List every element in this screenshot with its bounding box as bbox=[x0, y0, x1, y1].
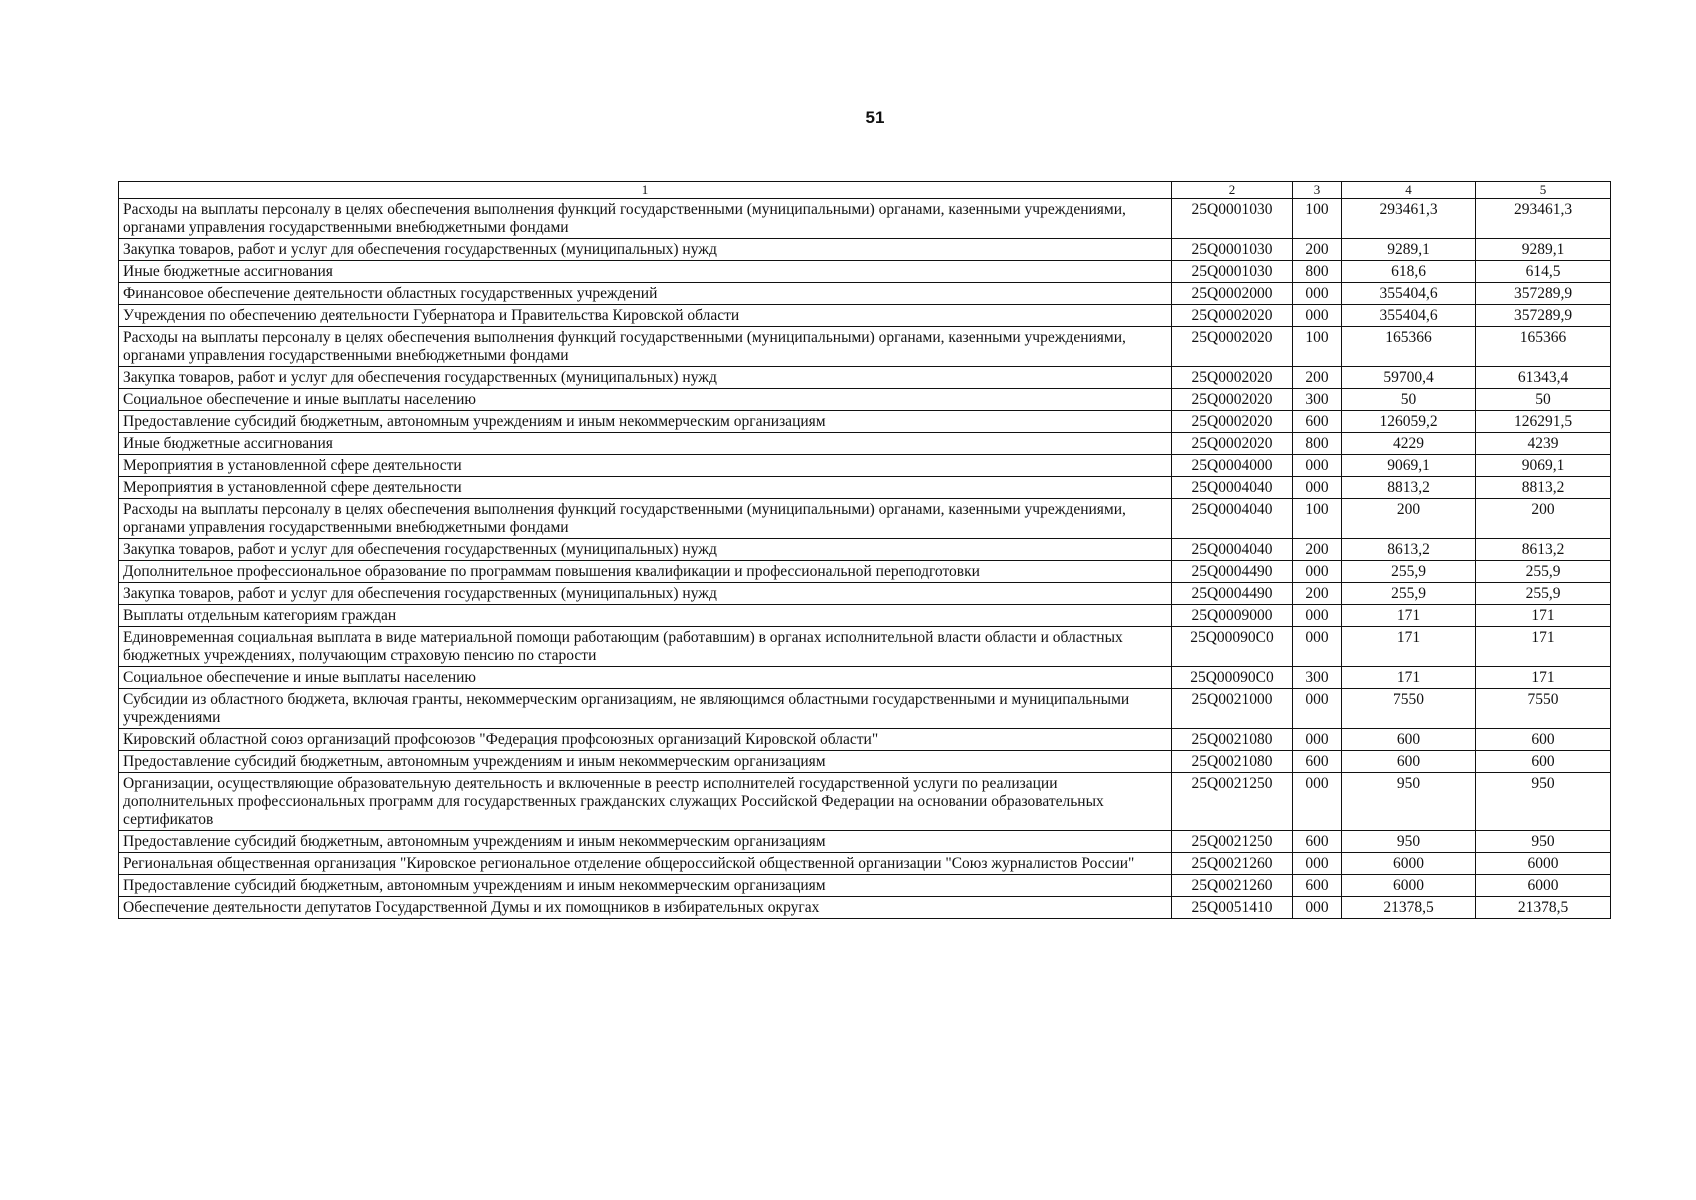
row-amount-2: 357289,9 bbox=[1476, 283, 1611, 305]
row-amount-1: 600 bbox=[1342, 751, 1476, 773]
row-code: 25Q0004490 bbox=[1172, 583, 1293, 605]
row-expense-type: 300 bbox=[1293, 389, 1342, 411]
row-expense-type: 000 bbox=[1293, 605, 1342, 627]
table-row bbox=[119, 433, 1611, 455]
table-row bbox=[119, 561, 1611, 583]
row-amount-2: 171 bbox=[1476, 667, 1611, 689]
row-code: 25Q0021260 bbox=[1172, 875, 1293, 897]
row-amount-1: 255,9 bbox=[1342, 583, 1476, 605]
row-amount-1: 6000 bbox=[1342, 875, 1476, 897]
row-amount-1: 600 bbox=[1342, 729, 1476, 751]
row-expense-type: 000 bbox=[1293, 455, 1342, 477]
row-code: 25Q0002000 bbox=[1172, 283, 1293, 305]
header-row bbox=[119, 182, 1611, 199]
table-row bbox=[119, 239, 1611, 261]
table-row bbox=[119, 305, 1611, 327]
row-code: 25Q00090C0 bbox=[1172, 627, 1293, 667]
row-amount-1: 950 bbox=[1342, 773, 1476, 831]
row-expense-type: 000 bbox=[1293, 283, 1342, 305]
row-amount-2: 50 bbox=[1476, 389, 1611, 411]
row-amount-2: 165366 bbox=[1476, 327, 1611, 367]
table-row bbox=[119, 627, 1611, 667]
row-amount-2: 8613,2 bbox=[1476, 539, 1611, 561]
row-code: 25Q0002020 bbox=[1172, 327, 1293, 367]
row-amount-1: 6000 bbox=[1342, 853, 1476, 875]
row-amount-1: 9069,1 bbox=[1342, 455, 1476, 477]
row-name: Предоставление субсидий бюджетным, автономным учреждениям и иным некоммерческим организациям bbox=[119, 831, 1172, 853]
row-amount-1: 8813,2 bbox=[1342, 477, 1476, 499]
row-expense-type: 000 bbox=[1293, 773, 1342, 831]
row-name: Социальное обеспечение и иные выплаты населению bbox=[119, 667, 1172, 689]
row-amount-1: 165366 bbox=[1342, 327, 1476, 367]
row-code: 25Q0004040 bbox=[1172, 539, 1293, 561]
row-expense-type: 000 bbox=[1293, 477, 1342, 499]
row-amount-1: 21378,5 bbox=[1342, 897, 1476, 919]
row-expense-type: 000 bbox=[1293, 561, 1342, 583]
table-row bbox=[119, 605, 1611, 627]
row-amount-1: 171 bbox=[1342, 667, 1476, 689]
table-row bbox=[119, 773, 1611, 831]
row-amount-2: 600 bbox=[1476, 751, 1611, 773]
row-amount-2: 950 bbox=[1476, 831, 1611, 853]
row-code: 25Q00090C0 bbox=[1172, 667, 1293, 689]
table-row bbox=[119, 499, 1611, 539]
table-row bbox=[119, 261, 1611, 283]
column-header-amount-2: 5 bbox=[1476, 182, 1611, 199]
column-header-expense-type: 3 bbox=[1293, 182, 1342, 199]
row-name: Выплаты отдельным категориям граждан bbox=[119, 605, 1172, 627]
row-name: Мероприятия в установленной сфере деятельности bbox=[119, 477, 1172, 499]
row-code: 25Q0004040 bbox=[1172, 477, 1293, 499]
row-code: 25Q0021080 bbox=[1172, 751, 1293, 773]
row-amount-2: 950 bbox=[1476, 773, 1611, 831]
row-name: Единовременная социальная выплата в виде материальной помощи работающим (работавшим) в органах исполнительной власти области и областных бюджетных учреждениях, получающим страховую пенсию по старости bbox=[119, 627, 1172, 667]
row-code: 25Q0002020 bbox=[1172, 389, 1293, 411]
row-name: Финансовое обеспечение деятельности областных государственных учреждений bbox=[119, 283, 1172, 305]
row-expense-type: 000 bbox=[1293, 305, 1342, 327]
row-name: Дополнительное профессиональное образование по программам повышения квалификации и профессиональной переподготовки bbox=[119, 561, 1172, 583]
row-amount-2: 6000 bbox=[1476, 853, 1611, 875]
row-code: 25Q0002020 bbox=[1172, 367, 1293, 389]
table-row bbox=[119, 689, 1611, 729]
row-expense-type: 100 bbox=[1293, 499, 1342, 539]
row-name: Предоставление субсидий бюджетным, автономным учреждениям и иным некоммерческим организациям bbox=[119, 751, 1172, 773]
table-body bbox=[119, 199, 1611, 919]
row-amount-1: 59700,4 bbox=[1342, 367, 1476, 389]
row-expense-type: 600 bbox=[1293, 751, 1342, 773]
table-row bbox=[119, 283, 1611, 305]
row-amount-2: 255,9 bbox=[1476, 583, 1611, 605]
row-name: Иные бюджетные ассигнования bbox=[119, 261, 1172, 283]
row-expense-type: 600 bbox=[1293, 831, 1342, 853]
row-code: 25Q0001030 bbox=[1172, 199, 1293, 239]
row-amount-1: 126059,2 bbox=[1342, 411, 1476, 433]
table-row bbox=[119, 831, 1611, 853]
row-expense-type: 800 bbox=[1293, 433, 1342, 455]
row-amount-2: 171 bbox=[1476, 605, 1611, 627]
page-number: 51 bbox=[865, 108, 885, 127]
table-row bbox=[119, 729, 1611, 751]
row-expense-type: 000 bbox=[1293, 897, 1342, 919]
row-code: 25Q0001030 bbox=[1172, 261, 1293, 283]
row-expense-type: 200 bbox=[1293, 239, 1342, 261]
row-expense-type: 800 bbox=[1293, 261, 1342, 283]
row-code: 25Q0021250 bbox=[1172, 773, 1293, 831]
row-amount-1: 9289,1 bbox=[1342, 239, 1476, 261]
row-amount-2: 255,9 bbox=[1476, 561, 1611, 583]
row-expense-type: 300 bbox=[1293, 667, 1342, 689]
row-code: 25Q0021000 bbox=[1172, 689, 1293, 729]
table-row bbox=[119, 667, 1611, 689]
table-row bbox=[119, 327, 1611, 367]
row-amount-1: 171 bbox=[1342, 627, 1476, 667]
table-row bbox=[119, 751, 1611, 773]
table-row bbox=[119, 875, 1611, 897]
row-code: 25Q0021250 bbox=[1172, 831, 1293, 853]
row-expense-type: 100 bbox=[1293, 199, 1342, 239]
row-name: Закупка товаров, работ и услуг для обеспечения государственных (муниципальных) нужд bbox=[119, 539, 1172, 561]
row-amount-2: 6000 bbox=[1476, 875, 1611, 897]
table-row bbox=[119, 539, 1611, 561]
row-expense-type: 200 bbox=[1293, 367, 1342, 389]
table-row bbox=[119, 367, 1611, 389]
table-row bbox=[119, 583, 1611, 605]
row-amount-2: 9289,1 bbox=[1476, 239, 1611, 261]
row-name: Субсидии из областного бюджета, включая гранты, некоммерческим организациям, не являющимся областными государственными и муниципальными учреждениями bbox=[119, 689, 1172, 729]
row-amount-1: 355404,6 bbox=[1342, 305, 1476, 327]
row-amount-1: 255,9 bbox=[1342, 561, 1476, 583]
column-header-name: 1 bbox=[119, 182, 1172, 199]
row-expense-type: 100 bbox=[1293, 327, 1342, 367]
row-code: 25Q0002020 bbox=[1172, 411, 1293, 433]
row-expense-type: 000 bbox=[1293, 729, 1342, 751]
row-code: 25Q0002020 bbox=[1172, 305, 1293, 327]
row-amount-1: 355404,6 bbox=[1342, 283, 1476, 305]
row-amount-1: 8613,2 bbox=[1342, 539, 1476, 561]
row-name: Закупка товаров, работ и услуг для обеспечения государственных (муниципальных) нужд bbox=[119, 367, 1172, 389]
row-amount-1: 7550 bbox=[1342, 689, 1476, 729]
row-name: Иные бюджетные ассигнования bbox=[119, 433, 1172, 455]
row-name: Предоставление субсидий бюджетным, автономным учреждениям и иным некоммерческим организациям bbox=[119, 411, 1172, 433]
table-row bbox=[119, 853, 1611, 875]
row-name: Социальное обеспечение и иные выплаты населению bbox=[119, 389, 1172, 411]
row-name: Мероприятия в установленной сфере деятельности bbox=[119, 455, 1172, 477]
row-amount-2: 293461,3 bbox=[1476, 199, 1611, 239]
column-header-amount-1: 4 bbox=[1342, 182, 1476, 199]
table-row bbox=[119, 389, 1611, 411]
row-amount-2: 600 bbox=[1476, 729, 1611, 751]
row-expense-type: 200 bbox=[1293, 583, 1342, 605]
row-amount-1: 293461,3 bbox=[1342, 199, 1476, 239]
row-name: Расходы на выплаты персоналу в целях обеспечения выполнения функций государственными (муниципальными) органами, казенными учреждениями, органами управления государственными внебюджетными фондами bbox=[119, 499, 1172, 539]
row-amount-2: 21378,5 bbox=[1476, 897, 1611, 919]
row-name: Учреждения по обеспечению деятельности Губернатора и Правительства Кировской области bbox=[119, 305, 1172, 327]
row-name: Расходы на выплаты персоналу в целях обеспечения выполнения функций государственными (муниципальными) органами, казенными учреждениями, органами управления государственными внебюджетными фондами bbox=[119, 199, 1172, 239]
row-amount-1: 171 bbox=[1342, 605, 1476, 627]
row-amount-2: 200 bbox=[1476, 499, 1611, 539]
row-name: Предоставление субсидий бюджетным, автономным учреждениям и иным некоммерческим организациям bbox=[119, 875, 1172, 897]
row-amount-2: 9069,1 bbox=[1476, 455, 1611, 477]
row-amount-1: 50 bbox=[1342, 389, 1476, 411]
row-code: 25Q0004000 bbox=[1172, 455, 1293, 477]
row-expense-type: 200 bbox=[1293, 539, 1342, 561]
row-amount-1: 4229 bbox=[1342, 433, 1476, 455]
row-amount-2: 4239 bbox=[1476, 433, 1611, 455]
budget-table bbox=[118, 181, 1611, 919]
column-header-code: 2 bbox=[1172, 182, 1293, 199]
row-name: Обеспечение деятельности депутатов Государственной Думы и их помощников в избирательных округах bbox=[119, 897, 1172, 919]
row-code: 25Q0009000 bbox=[1172, 605, 1293, 627]
row-code: 25Q0051410 bbox=[1172, 897, 1293, 919]
row-amount-2: 61343,4 bbox=[1476, 367, 1611, 389]
row-code: 25Q0004040 bbox=[1172, 499, 1293, 539]
table-row bbox=[119, 455, 1611, 477]
row-expense-type: 000 bbox=[1293, 689, 1342, 729]
row-name: Организации, осуществляющие образовательную деятельность и включенные в реестр исполнителей государственной услуги по реализации дополнительных профессиональных программ для государственных гражданских служащих Российской Федерации на основании образовательных сертификатов bbox=[119, 773, 1172, 831]
row-amount-1: 618,6 bbox=[1342, 261, 1476, 283]
table-row bbox=[119, 897, 1611, 919]
row-name: Кировский областной союз организаций профсоюзов "Федерация профсоюзных организаций Кировской области" bbox=[119, 729, 1172, 751]
row-code: 25Q0004490 bbox=[1172, 561, 1293, 583]
row-name: Региональная общественная организация "Кировское региональное отделение общероссийской общественной организации "Союз журналистов России" bbox=[119, 853, 1172, 875]
row-amount-2: 357289,9 bbox=[1476, 305, 1611, 327]
row-expense-type: 000 bbox=[1293, 853, 1342, 875]
row-amount-2: 171 bbox=[1476, 627, 1611, 667]
table-row bbox=[119, 411, 1611, 433]
row-code: 25Q0002020 bbox=[1172, 433, 1293, 455]
table-row bbox=[119, 477, 1611, 499]
row-expense-type: 000 bbox=[1293, 627, 1342, 667]
row-name: Закупка товаров, работ и услуг для обеспечения государственных (муниципальных) нужд bbox=[119, 239, 1172, 261]
row-expense-type: 600 bbox=[1293, 411, 1342, 433]
row-amount-2: 126291,5 bbox=[1476, 411, 1611, 433]
row-amount-1: 950 bbox=[1342, 831, 1476, 853]
row-code: 25Q0021080 bbox=[1172, 729, 1293, 751]
row-amount-2: 614,5 bbox=[1476, 261, 1611, 283]
row-amount-2: 7550 bbox=[1476, 689, 1611, 729]
table-row bbox=[119, 199, 1611, 239]
row-code: 25Q0021260 bbox=[1172, 853, 1293, 875]
row-code: 25Q0001030 bbox=[1172, 239, 1293, 261]
row-name: Расходы на выплаты персоналу в целях обеспечения выполнения функций государственными (муниципальными) органами, казенными учреждениями, органами управления государственными внебюджетными фондами bbox=[119, 327, 1172, 367]
row-name: Закупка товаров, работ и услуг для обеспечения государственных (муниципальных) нужд bbox=[119, 583, 1172, 605]
row-amount-2: 8813,2 bbox=[1476, 477, 1611, 499]
row-amount-1: 200 bbox=[1342, 499, 1476, 539]
row-expense-type: 600 bbox=[1293, 875, 1342, 897]
